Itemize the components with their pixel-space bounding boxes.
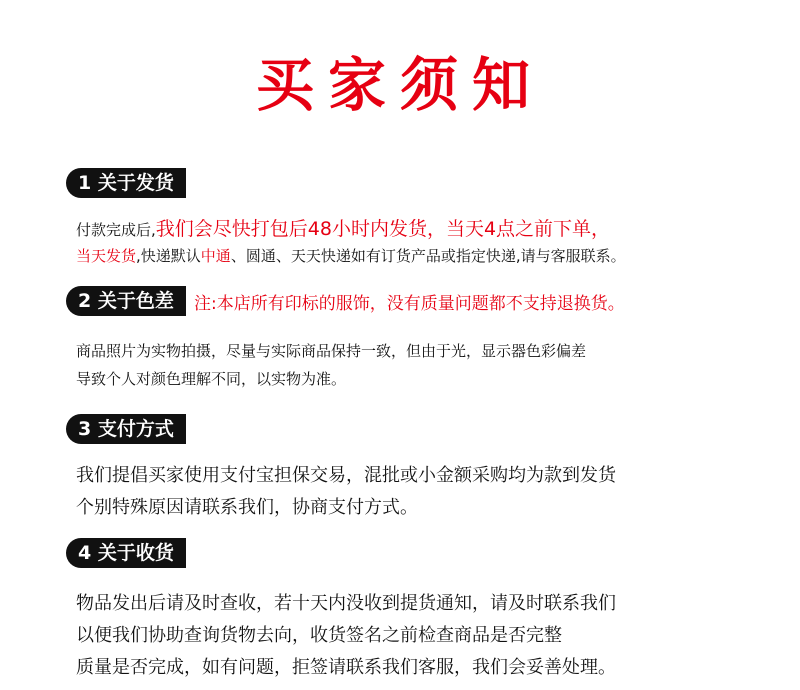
color-line-2: 导致个人对颜色理解不同，以实物为准。	[76, 370, 347, 388]
receipt-line-2: 以便我们协助查询货物去向，收货签名之前检查商品是否完整	[76, 625, 562, 646]
shipping-line-2	[76, 245, 626, 266]
receipt-line-3: 质量是否完成，如有问题，拒签请联系我们客服，我们会妥善处理。	[76, 657, 616, 678]
shipping-line-1	[76, 214, 610, 241]
receipt-line-1: 物品发出后请及时查收，若十天内没收到提货通知，请及时联系我们	[76, 593, 616, 614]
shipping-courier-text: ,快递默认	[136, 247, 201, 265]
shipping-other-couriers: 、圆通、天天快递如有订货产品或指定快递,请与客服联系。	[230, 247, 626, 265]
color-line-1: 商品照片为实物拍摄，尽量与实际商品保持一致，但由于光，显示器色彩偏差	[76, 342, 587, 360]
shipping-zhongtong: 中通	[200, 247, 231, 265]
payment-line-2: 个别特殊原因请联系我们，协商支付方式。	[76, 497, 418, 518]
page-title: 买家须知	[255, 51, 544, 119]
payment-line-1: 我们提倡买家使用支付宝担保交易，混批或小金额采购均为款到发货	[76, 465, 616, 486]
section-heading-shipping: 1 关于发货	[66, 168, 186, 198]
section-heading-payment: 3 支付方式	[66, 414, 186, 444]
shipping-line-1-plain: 付款完成后,	[76, 221, 156, 239]
section-heading-receipt: 4 关于收货	[66, 538, 186, 568]
shipping-same-day: 当天发货	[76, 247, 137, 265]
return-policy-notice: 注:本店所有印标的服饰，没有质量问题都不支持退换货。	[194, 294, 625, 314]
section-heading-color: 2 关于色差	[66, 286, 186, 316]
shipping-line-1-red: 我们会尽快打包后48小时内发货，当天4点之前下单，	[155, 218, 611, 240]
